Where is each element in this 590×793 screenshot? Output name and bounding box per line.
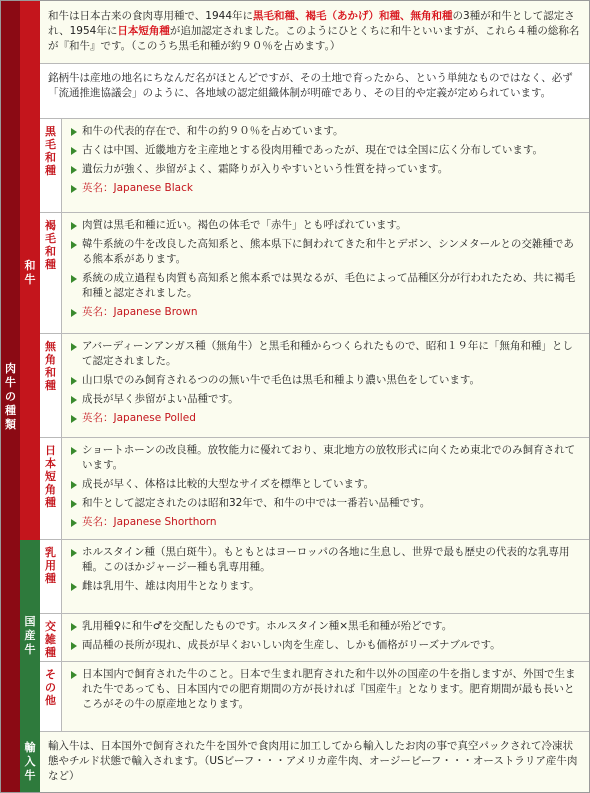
list-item-text: ショートホーンの改良種。放牧能力に優れており、東北地方の放牧形式に向くため東北でのみ飼育されています。 — [82, 444, 576, 471]
list-item — [70, 443, 581, 473]
list-item — [70, 392, 581, 407]
green-triangle-bullet-icon — [71, 583, 77, 591]
green-triangle-bullet-icon — [71, 275, 77, 283]
list-item-text: 日本国内で飼育された牛のこと。日本で生まれ肥育された和牛以外の国産の牛を指しますが、外国で生まれた牛であっても、日本国内での肥育期間の方が長ければ『国産牛』となります。肥育期間が最も長いところがその牛の原産地となります。 — [82, 668, 576, 710]
green-triangle-bullet-icon — [71, 415, 77, 423]
list-item-text: アバーディーンアンガス種（無角牛）と黒毛和種からつくられたもので、昭和１９年に「無角和種」として認定されました。 — [82, 340, 573, 367]
brand-beef-note-text: 銘柄牛は産地の地名にちなんだ名がほとんどですが、その土地で育ったから、という単純なものではなく、必ず「流通推進協議会」のように、各地域の認定組織体制が明確であり、その目的や定義が定められています。 — [48, 72, 573, 99]
list-item — [70, 373, 581, 388]
kokusan-row-2-label: 交 雑 種 — [40, 614, 62, 662]
list-item-text: 韓牛系統の牛を改良した高知系と、熊本県下に飼われてきた和牛とデボン、シンメタールとの交雑種である熊本系があります。 — [82, 238, 574, 265]
green-triangle-bullet-icon — [71, 185, 77, 193]
kokusan-row-1-list — [70, 545, 581, 594]
imported-beef-cell — [40, 732, 589, 792]
intro-text-part: が追加認定されました。このようにひとくちに和牛といいますが、これら４種の総称名が『和牛』です。（このうち黒毛和種が約９０％を占めます。） — [48, 25, 580, 52]
breed-row-1-content — [62, 119, 589, 213]
green-triangle-bullet-icon — [71, 166, 77, 174]
imported-beef-text: 輸入牛は、日本国外で飼育された牛を国外で食肉用に加工してから輸入したお肉の事で真空パックされて冷凍状態やチルド状態で輸入されます。（USビーフ・・・アメリカ産牛肉、オージービーフ・・・オーストラリア産牛肉など） — [48, 740, 578, 782]
list-item — [70, 124, 581, 139]
main-category-label: 肉 牛 の 種 類 — [1, 1, 20, 792]
english-name-text: 英名：Japanese Brown — [82, 306, 198, 318]
green-triangle-bullet-icon — [71, 447, 77, 455]
intro-text-part: の3種が和牛として認定され、1954年に — [48, 10, 575, 37]
kokusan-row-3-list — [70, 667, 581, 712]
list-item — [70, 638, 581, 653]
english-name-text: 英名：Japanese Polled — [82, 412, 196, 424]
green-triangle-bullet-icon — [71, 377, 77, 385]
english-name-item — [70, 305, 581, 320]
breed-row-2-content — [62, 213, 589, 334]
green-triangle-bullet-icon — [71, 500, 77, 508]
list-item — [70, 477, 581, 492]
breed-row-1-label: 黒 毛 和 種 — [40, 119, 62, 213]
list-item — [70, 271, 581, 301]
green-triangle-bullet-icon — [71, 549, 77, 557]
kokusan-row-2-list — [70, 619, 581, 653]
breed-row-2-label: 褐 毛 和 種 — [40, 213, 62, 334]
green-triangle-bullet-icon — [71, 642, 77, 650]
green-triangle-bullet-icon — [71, 128, 77, 136]
kokusan-row-3-label: そ の 他 — [40, 662, 62, 732]
list-item-text: 成長が早く歩留がよい品種です。 — [82, 393, 239, 405]
list-item-text: ホルスタイン種（黒白斑牛）。もともとはヨーロッパの各地に生息し、世界で最も歴史の代表的な乳専用種。このほかジャージー種も乳専用種。 — [82, 546, 570, 573]
list-item — [70, 667, 581, 712]
green-triangle-bullet-icon — [71, 519, 77, 527]
green-triangle-bullet-icon — [71, 623, 77, 631]
breed-row-3-label: 無 角 和 種 — [40, 334, 62, 438]
kokusan-row-1-content — [62, 540, 589, 614]
english-name-item — [70, 515, 581, 530]
list-item-text: 成長が早く、体格は比較的大型なサイズを標準としています。 — [82, 478, 375, 490]
list-item-text: 肉質は黒毛和種に近い。褐色の体毛で「赤牛」とも呼ばれています。 — [82, 219, 407, 231]
intro-shorthorn-emphasis: 日本短角種 — [117, 25, 170, 37]
green-triangle-bullet-icon — [71, 671, 77, 679]
list-item-text: 雌は乳用牛、雄は肉用牛となります。 — [82, 580, 260, 592]
intro-text-part: 和牛は日本古来の食肉専用種で、1944年に — [48, 10, 254, 22]
intro-breeds-emphasis: 黒毛和種、褐毛（あかげ）和種、無角和種 — [253, 10, 453, 22]
list-item-text: 古くは中国、近畿地方を主産地とする役肉用種であったが、現在では全国に広く分布しています。 — [82, 144, 544, 156]
wagyu-intro-text — [48, 9, 581, 54]
list-item — [70, 339, 581, 369]
green-triangle-bullet-icon — [71, 309, 77, 317]
list-item-text: 系統の成立過程も肉質も高知系と熊本系では異なるが、毛色によって品種区分が行われたため、共に褐毛和種と認定されました。 — [82, 272, 576, 299]
english-name-item — [70, 411, 581, 426]
wagyu-intro-cell — [40, 1, 589, 64]
green-triangle-bullet-icon — [71, 147, 77, 155]
english-name-text: 英名：Japanese Shorthorn — [82, 516, 217, 528]
list-item-text: 遺伝力が強く、歩留がよく、霜降りが入りやすいという性質を持っています。 — [82, 163, 449, 175]
breed-row-2-list — [70, 218, 581, 320]
list-item-text: 乳用種♀に和牛♂を交配したものです。ホルスタイン種×黒毛和種が殆どです。 — [82, 620, 453, 632]
list-item — [70, 143, 581, 158]
list-item-text: 山口県でのみ飼育されるつのの無い牛で毛色は黒毛和種より濃い黒色をしています。 — [82, 374, 481, 386]
english-name-text: 英名：Japanese Black — [82, 182, 193, 194]
kokusan-row-2-content — [62, 614, 589, 662]
list-item — [70, 545, 581, 575]
kokusan-row-1-label: 乳 用 種 — [40, 540, 62, 614]
green-triangle-bullet-icon — [71, 222, 77, 230]
breed-row-3-content — [62, 334, 589, 438]
list-item — [70, 579, 581, 594]
list-item — [70, 619, 581, 634]
breed-row-4-list — [70, 443, 581, 530]
list-item-text: 和牛として認定されたのは昭和32年で、和牛の中では一番若い品種です。 — [82, 497, 431, 509]
breed-row-4-label: 日 本 短 角 種 — [40, 438, 62, 540]
kokusan-row-3-content — [62, 662, 589, 732]
green-triangle-bullet-icon — [71, 481, 77, 489]
brand-beef-note-cell — [40, 64, 589, 119]
list-item — [70, 496, 581, 511]
english-name-item — [70, 181, 581, 196]
breed-row-3-list — [70, 339, 581, 426]
green-triangle-bullet-icon — [71, 241, 77, 249]
kokusan-group-label: 国 産 牛 — [24, 614, 36, 656]
green-triangle-bullet-icon — [71, 343, 77, 351]
list-item — [70, 237, 581, 267]
list-item — [70, 162, 581, 177]
list-item — [70, 218, 581, 233]
breed-row-1-list — [70, 124, 581, 196]
list-item-text: 和牛の代表的存在で、和牛の約９０％を占めています。 — [82, 125, 344, 137]
list-item-text: 両品種の長所が現れ、成長が早くおいしい肉を生産し、しかも価格がリーズナブルです。 — [82, 639, 501, 651]
green-triangle-bullet-icon — [71, 396, 77, 404]
breed-row-4-content — [62, 438, 589, 540]
wagyu-group-label: 和 牛 — [24, 259, 36, 286]
yunyu-group-label: 輸 入 牛 — [24, 740, 36, 782]
